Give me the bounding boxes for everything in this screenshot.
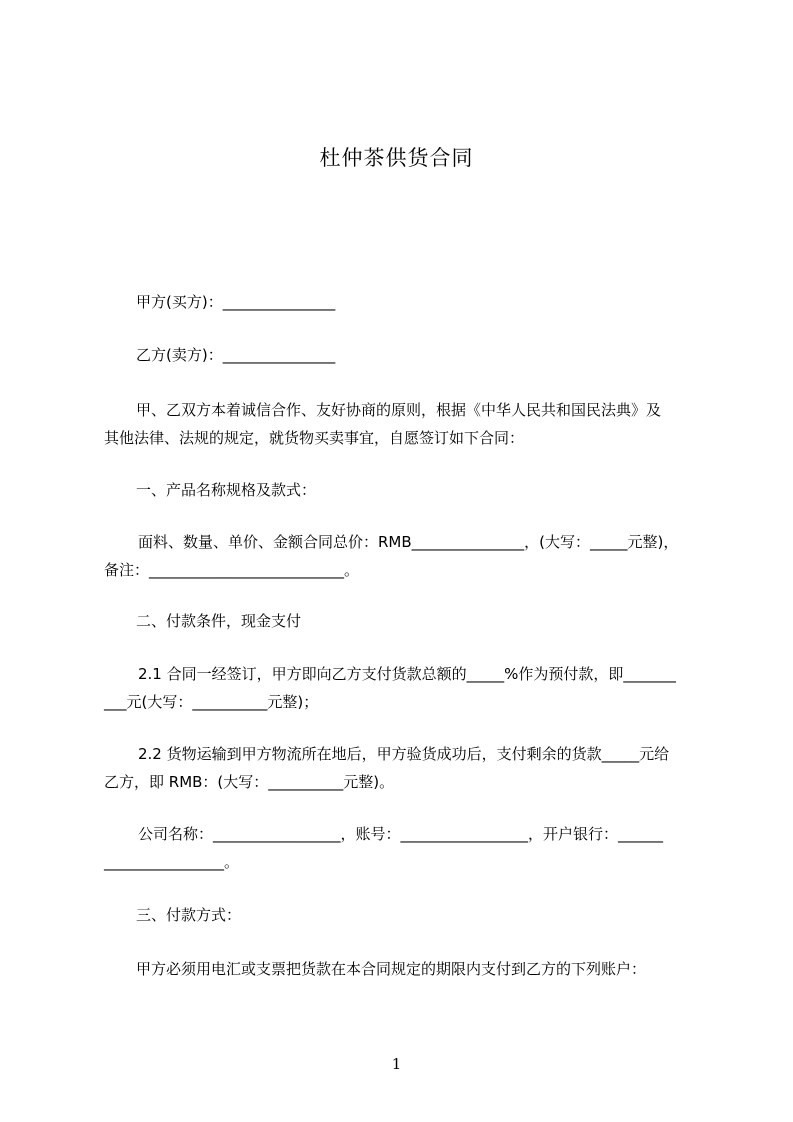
section-3-heading: 三、付款方式： — [136, 906, 242, 924]
clause-2-2-line-1: 2.2 货物运输到甲方物流所在地后，甲方验货成功后，支付剩余的货款_____元给 — [138, 745, 670, 763]
section-3-body: 甲方必须用电汇或支票把货款在本合同规定的期限内支付到乙方的下列账户： — [136, 960, 647, 978]
clause-2-1-line-2: ___元(大写：__________元整)； — [104, 693, 319, 711]
document-title: 杜仲茶供货合同 — [319, 146, 474, 170]
company-info-line-2: ________________。 — [104, 853, 240, 871]
section-1-line-1: 面料、数量、单价、金额合同总价：RMB_______________，(大写：_____元整)， — [138, 533, 679, 551]
clause-2-2-line-2: 乙方，即 RMB：(大写：__________元整)。 — [104, 773, 395, 791]
clause-2-1-line-1: 2.1 合同一经签订，甲方即向乙方支付货款总额的_____%作为预付款，即_______ — [138, 665, 676, 683]
intro-line-2: 其他法律、法规的规定，就货物买卖事宜，自愿签订如下合同： — [104, 429, 525, 447]
section-1-heading: 一、产品名称规格及款式： — [136, 481, 317, 499]
party-b-line: 乙方(卖方)：_______________ — [136, 346, 336, 364]
section-2-heading: 二、付款条件，现金支付 — [136, 612, 302, 630]
section-1-line-2: 备注：__________________________。 — [104, 561, 360, 579]
page-number: 1 — [391, 1055, 402, 1073]
company-info-line-1: 公司名称：_________________，账号：_________________，开户银行：______ — [138, 825, 664, 843]
intro-line-1: 甲、乙双方本着诚信合作、友好协商的原则，根据《中华人民共和国民法典》及 — [136, 401, 662, 419]
party-a-line: 甲方(买方)：_______________ — [136, 293, 336, 311]
